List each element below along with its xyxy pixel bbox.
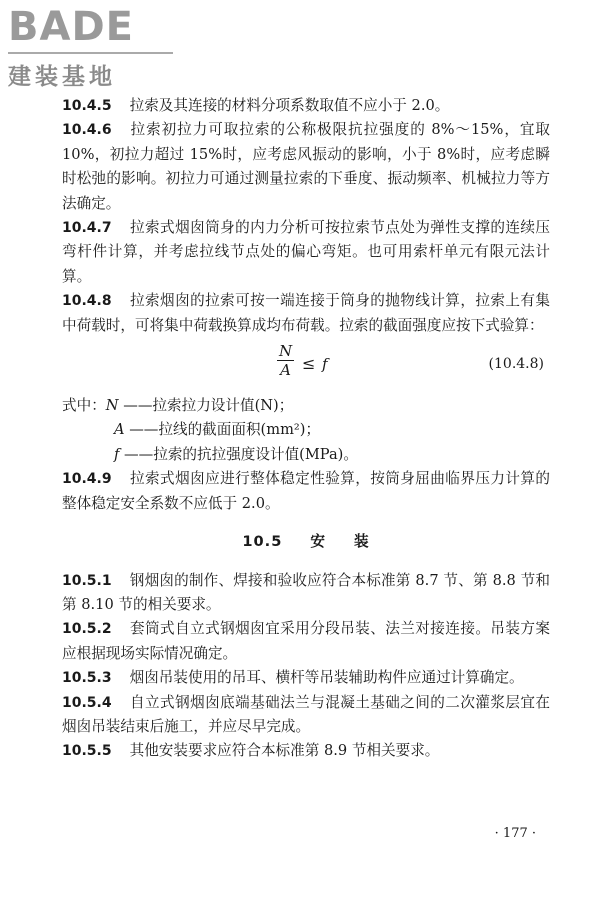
where-dash: —— [129,421,159,439]
clause-text: 拉索烟囱的拉索可按一端连接于筒身的抛物线计算，拉索上有集中荷载时，可将集中荷载换算成均布荷载。拉索的截面强度应按下式验算： [62,292,550,334]
where-item-n [62,394,550,418]
clause-number: 10.5.3 [62,670,112,687]
clause-10-5-1 [62,569,550,618]
clause-number: 10.4.6 [62,122,112,139]
where-dash: —— [124,445,154,463]
clause-10-4-5 [62,94,550,118]
clause-10-5-4 [62,691,550,740]
clause-number: 10.4.9 [62,471,112,488]
clause-text: 拉索初拉力可取拉索的公称极限抗拉强度的 8%～15%，宜取 10%，初拉力超过 15%时，应考虑风振动的影响，小于 8%时，应考虑瞬时松弛的影响。初拉力可通过测量拉索的下垂度、振动频率、机械拉力等方法确定。 [62,121,550,212]
clause-10-5-3 [62,666,550,690]
clause-10-4-6 [62,118,550,216]
clause-text: 其他安装要求应符合本标准第 8.9 节相关要求。 [129,742,440,760]
clause-10-5-2 [62,617,550,666]
where-label: 式中： [62,397,106,415]
clause-10-5-5 [62,739,550,763]
where-symbol: N [105,397,119,415]
formula-rhs: f [322,355,328,374]
where-symbol: f [114,445,120,463]
section-title-char-2: 装 [354,533,370,551]
clause-number: 10.4.5 [62,98,112,114]
clause-number: 10.4.7 [62,220,112,237]
clause-text: 拉索及其连接的材料分项系数取值不应小于 2.0。 [129,97,450,114]
logo-wordmark: BADE [8,4,134,50]
page-number: · 177 · [494,826,536,841]
formula-10-4-8 [62,342,550,392]
section-number: 10.5 [242,533,283,551]
formula-relation: ≤ [302,354,316,374]
clause-number: 10.5.4 [62,694,112,711]
document-body [62,94,550,764]
where-description: 拉索拉力设计值(N)； [152,397,294,415]
clause-10-4-7 [62,216,550,289]
clause-text: 套筒式自立式钢烟囱宜采用分段吊装、法兰对接连接。吊装方案应根据现场实际情况确定。 [62,620,550,662]
formula-number: (10.4.8) [488,356,544,373]
clause-10-4-9 [62,467,550,516]
where-symbol: A [114,421,125,439]
formula-numerator: N [279,342,293,361]
clause-text: 钢烟囱的制作、焊接和验收应符合本标准第 8.7 节、第 8.8 节和第 8.10 节的相关要求。 [62,571,550,613]
logo-divider [8,52,173,54]
clause-text: 拉索式烟囱应进行整体稳定性验算，按筒身屈曲临界压力计算的整体稳定安全系数不应低于 2.0。 [62,470,550,512]
where-description: 拉索的抗拉强度设计值(MPa)。 [153,445,358,463]
clause-number: 10.5.5 [62,743,112,760]
section-title-char-1: 安 [310,533,326,551]
clause-number: 10.4.8 [62,293,112,310]
clause-text: 自立式钢烟囱底端基础法兰与混凝土基础之间的二次灌浆层宜在烟囱吊装结束后施工，并应尽早完成。 [62,693,550,735]
clause-text: 烟囱吊装使用的吊耳、横杆等吊装辅助构件应通过计算确定。 [129,669,524,687]
clause-10-4-8 [62,289,550,338]
logo [8,4,178,91]
where-description: 拉线的截面面积(mm²)； [158,421,321,439]
clause-text: 拉索式烟囱筒身的内力分析可按拉索节点处为弹性支撑的连续压弯杆件计算，并考虑拉线节点处的偏心弯矩。也可用索杆单元有限元法计算。 [62,219,550,285]
where-item-a [62,418,550,442]
clause-number: 10.5.2 [62,621,112,638]
where-dash: —— [123,397,153,415]
logo-chinese-name: 建装基地 [8,64,116,90]
formula-fraction [277,342,294,379]
where-item-f [62,443,550,467]
clause-number: 10.5.1 [62,572,112,589]
formula-denominator: A [280,361,291,380]
section-heading [62,530,550,554]
